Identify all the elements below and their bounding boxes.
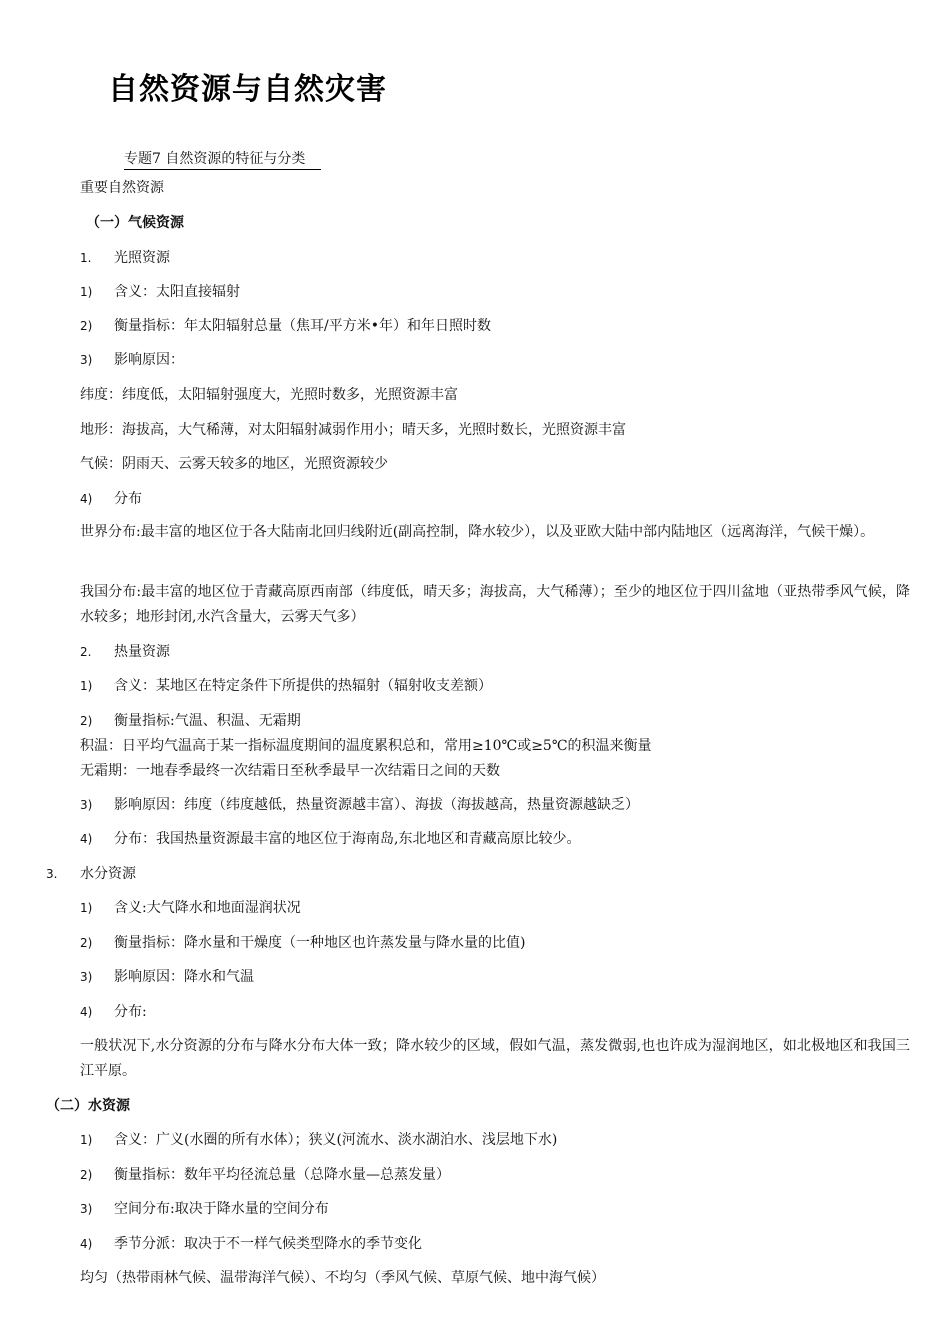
list-item: 3) 空间分布:取决于降水量的空间分布 (80, 1201, 329, 1217)
list-item: 3. 水分资源 (46, 866, 136, 882)
list-item: 2) 衡量指标：降水量和干燥度（一种地区也许蒸发量与降水量的比值) (80, 935, 526, 951)
frost-free-period: 无霜期：一地春季最终一次结霜日至秋季最早一次结霜日之间的天数 (80, 763, 500, 779)
china-distribution: 我国分布:最丰富的地区位于青藏高原西南部（纬度低，晴天多；海拔高，大气稀薄）；至少的地区位于四川盆地（亚热带季风气候，降水较多；地形封闭,水汽含量大，云雾天气多） (80, 584, 910, 625)
world-distribution: 世界分布:最丰富的地区位于各大陆南北回归线附近(副高控制，降水较少），以及亚欧大陆中部内陆地区（远离海洋，气候干燥）。 (80, 524, 875, 540)
list-item: 3) 影响原因： (80, 352, 184, 368)
climate-resources-heading: （一）气候资源 (86, 215, 184, 231)
list-item: 2. 热量资源 (80, 644, 170, 660)
list-item: 4) 分布: (80, 1004, 147, 1020)
water-resources-heading: （二）水资源 (46, 1098, 130, 1114)
list-item: 4) 分布：我国热量资源最丰富的地区位于海南岛,东北地区和青藏高原比较少。 (80, 831, 581, 847)
section-main-heading: 重要自然资源 (80, 180, 164, 196)
list-item: 2) 衡量指标:气温、积温、无霜期 (80, 713, 301, 729)
factor-latitude: 纬度：纬度低，太阳辐射强度大，光照时数多，光照资源丰富 (80, 387, 458, 403)
list-item: 1) 含义：某地区在特定条件下所提供的热辐射（辐射收支差额） (80, 678, 492, 694)
list-item: 1) 含义：广义(水圈的所有水体）；狭义(河流水、淡水湖泊水、浅层地下水) (80, 1132, 558, 1148)
factor-terrain: 地形：海拔高，大气稀薄，对太阳辐射减弱作用小；晴天多，光照时数长，光照资源丰富 (80, 422, 626, 438)
list-item: 4) 季节分派：取决于不一样气候类型降水的季节变化 (80, 1236, 422, 1252)
seasonal-note: 均匀（热带雨林气候、温带海洋气候）、不均匀（季风气候、草原气候、地中海气候） (80, 1270, 605, 1286)
accumulated-temperature: 积温：日平均气温高于某一指标温度期间的温度累积总和，常用≥10℃或≥5℃的积温来衡量 (80, 738, 652, 754)
list-item: 1) 含义：太阳直接辐射 (80, 284, 240, 300)
list-item: 2) 衡量指标：数年平均径流总量（总降水量—总蒸发量） (80, 1167, 450, 1183)
topic-heading: 专题7 自然资源的特征与分类 (124, 148, 321, 168)
list-item: 3) 影响原因：降水和气温 (80, 969, 254, 985)
list-item: 3) 影响原因：纬度（纬度越低，热量资源越丰富）、海拔（海拔越高，热量资源越缺乏） (80, 797, 639, 813)
list-item: 2) 衡量指标：年太阳辐射总量（焦耳/平方米•年）和年日照时数 (80, 318, 491, 334)
list-item: 4) 分布 (80, 491, 142, 507)
list-item: 1) 含义:大气降水和地面湿润状况 (80, 900, 301, 916)
factor-climate: 气候：阴雨天、云雾天较多的地区，光照资源较少 (80, 456, 388, 472)
page-title: 自然资源与自然灾害 (108, 72, 387, 107)
list-item: 1. 光照资源 (80, 250, 170, 266)
water-distribution: 一般状况下,水分资源的分布与降水分布大体一致；降水较少的区域，假如气温，蒸发微弱,也也许成为湿润地区，如北极地区和我国三江平原。 (80, 1038, 910, 1079)
